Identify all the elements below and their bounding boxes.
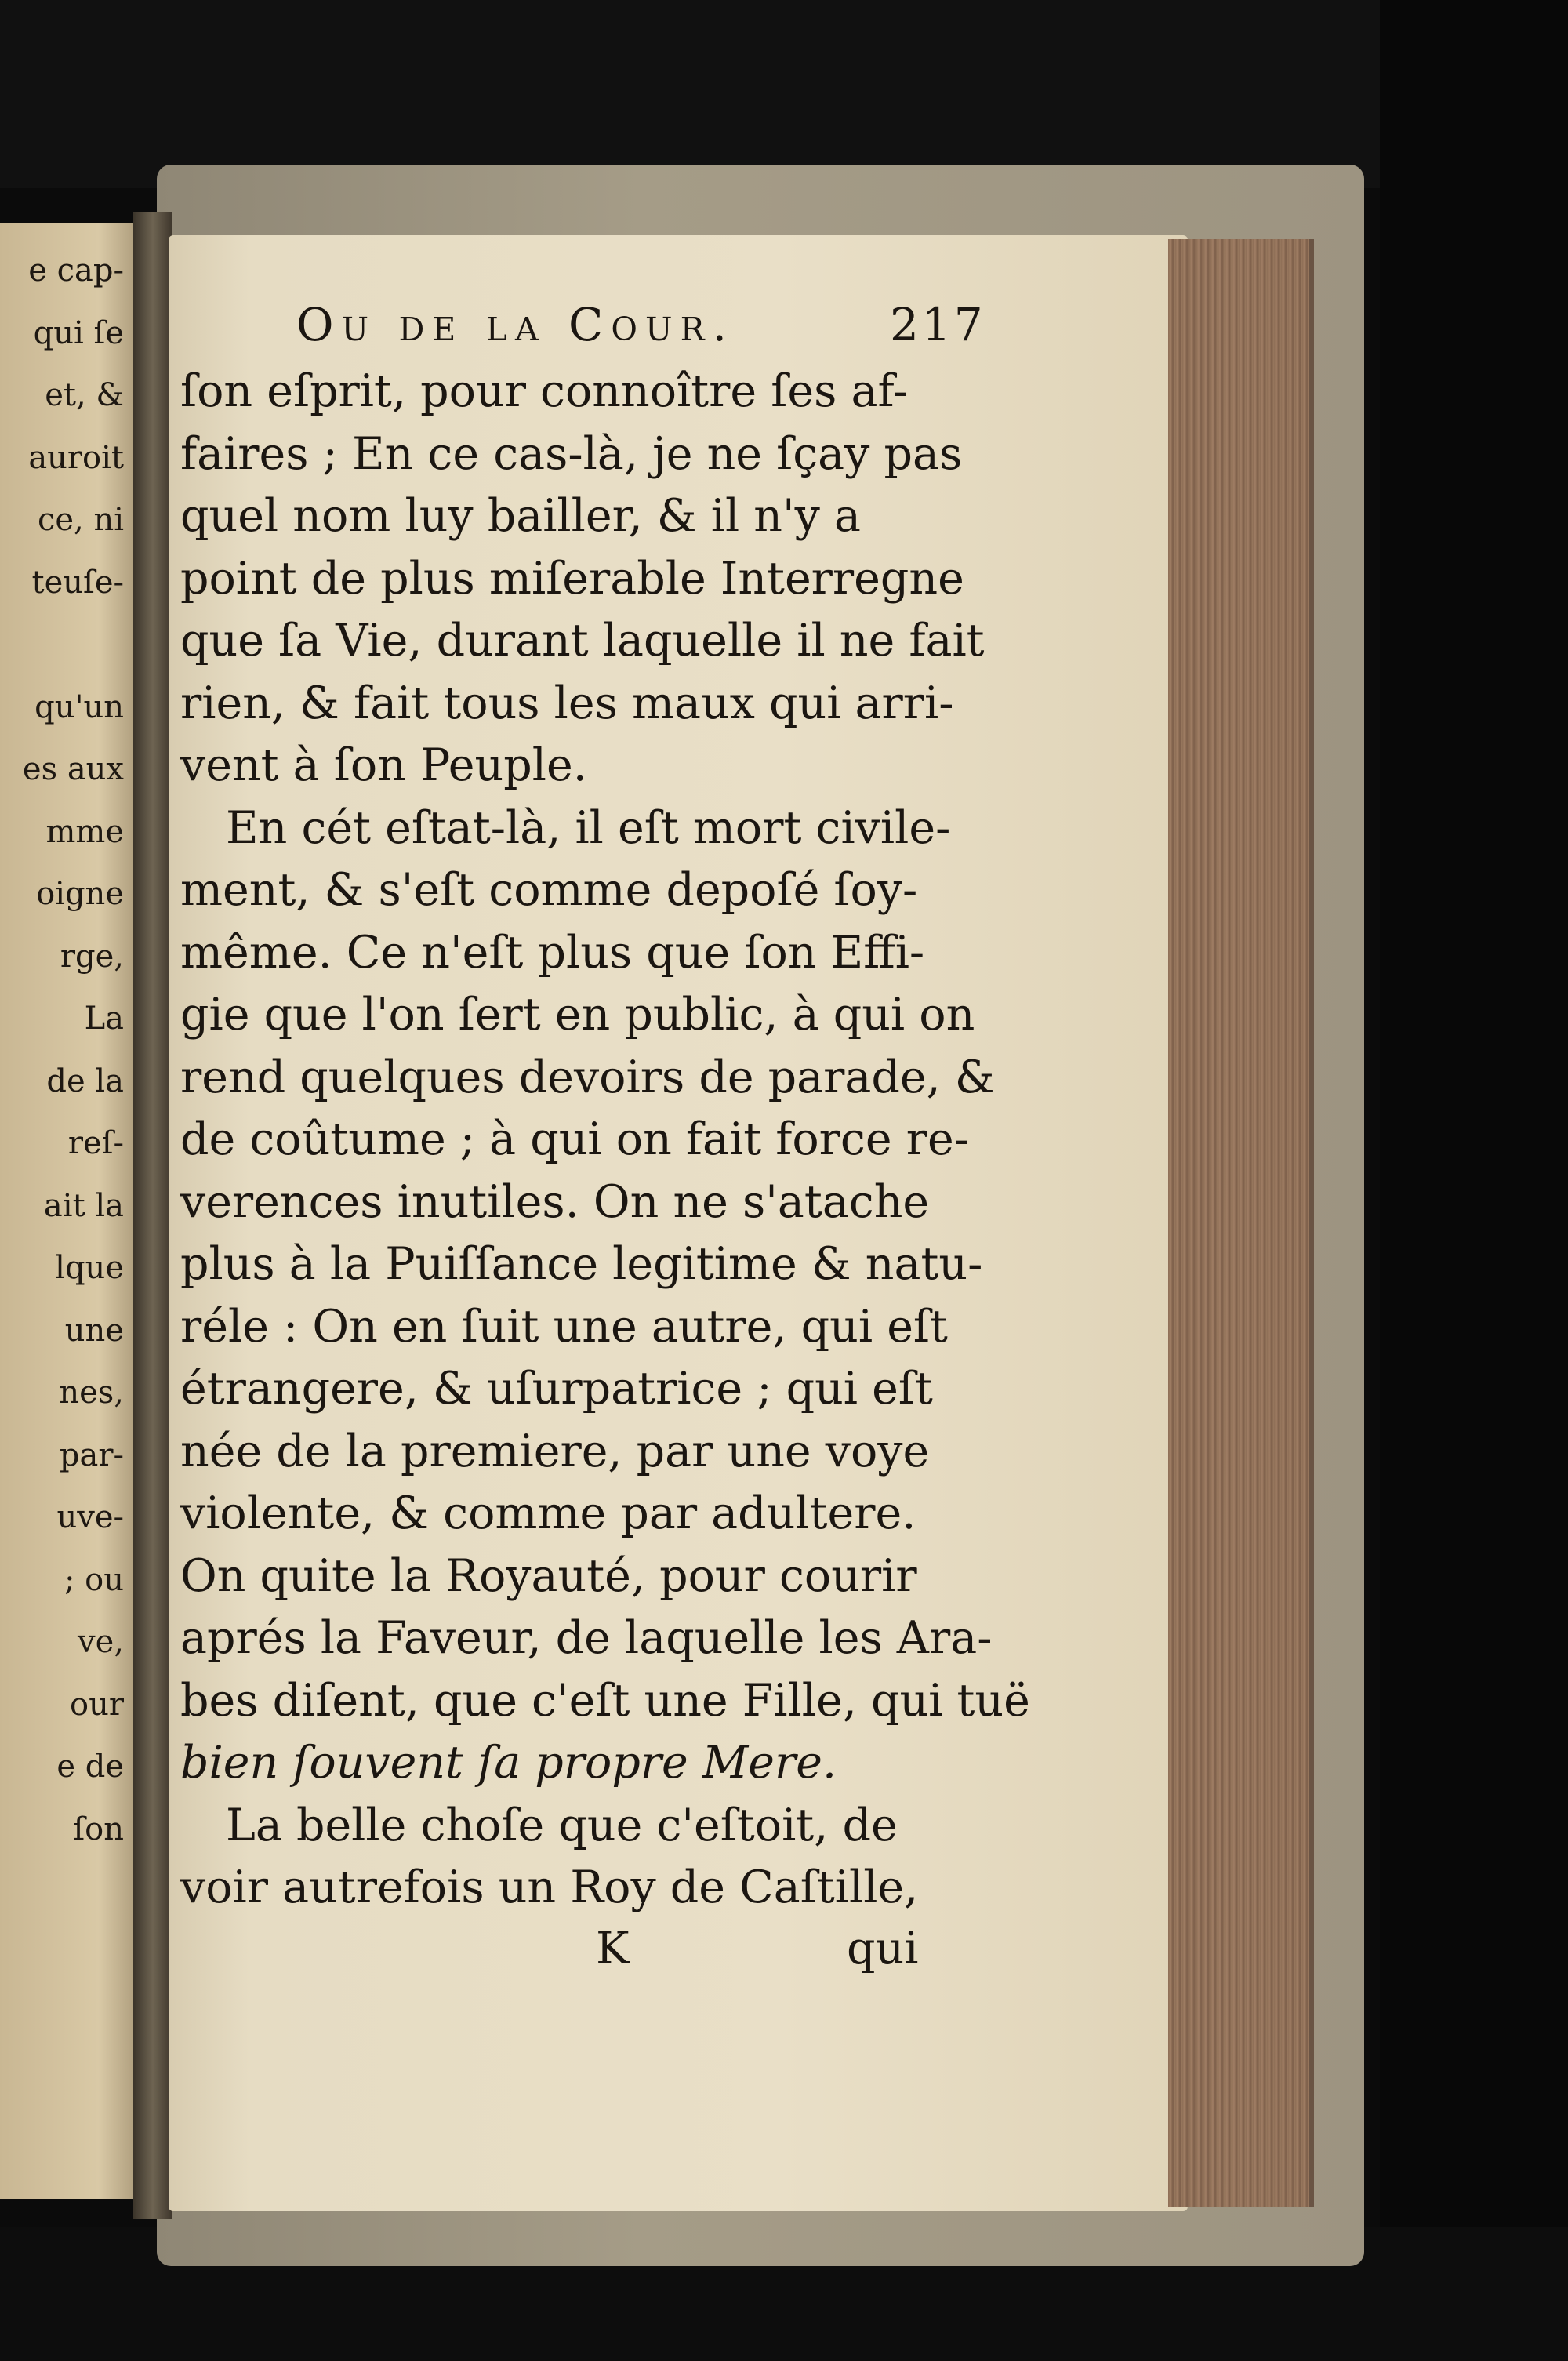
left-page-line: uve- [56, 1499, 124, 1535]
text-line: rend quelques devoirs de parade, & [180, 1051, 995, 1103]
running-head [180, 282, 986, 361]
left-page-line: e de [56, 1749, 124, 1785]
text-line: violente, & comme par adultere. [180, 1487, 916, 1539]
text-line: même. Ce n'eſt plus que ſon Effi- [180, 926, 925, 979]
text-line: ment, & s'eſt comme depoſé ſoy- [180, 864, 918, 916]
text-line: étrangere, & uſurpatrice ; qui eſt [180, 1363, 933, 1415]
text-line: En cét eſtat-là, il eſt mort civile- [226, 801, 951, 854]
left-page-fragment [0, 223, 141, 2199]
page-edges [1168, 239, 1314, 2207]
text-line: verences inutiles. On ne s'atache [180, 1175, 930, 1228]
backdrop-top [0, 0, 1568, 188]
text-line: quel nom luy bailler, & il n'y a [180, 490, 861, 542]
text-line: de coûtume ; à qui on fait force re- [180, 1113, 969, 1165]
text-line: aprés la Faveur, de laquelle les Ara- [180, 1612, 993, 1664]
left-page-line: une [64, 1312, 124, 1349]
text-line: faires ; En ce cas-là, je ne ſçay pas [180, 427, 963, 480]
text-line: plus à la Puiſſance legitime & natu- [180, 1238, 983, 1290]
page-number: 217 [890, 298, 986, 351]
text-line: bien ſouvent ſa propre Mere. [180, 1737, 837, 1789]
body-text [180, 361, 1030, 1920]
text-line: née de la premiere, par une voye [180, 1425, 930, 1477]
left-page-line: teuſe- [31, 564, 124, 601]
left-page-line: ce, ni [37, 502, 124, 538]
left-page-line: ſon [73, 1811, 124, 1847]
left-page-line: lque [55, 1250, 124, 1286]
catchword: qui [847, 1922, 919, 1974]
left-page-line: et, & [45, 377, 124, 413]
left-page-line: qui ſe [33, 314, 124, 351]
text-line: point de plus miſerable Interregne [180, 552, 964, 605]
text-line: que ſa Vie, durant laquelle il ne fait [180, 615, 985, 667]
text-line: On quite la Royauté, pour courir [180, 1549, 917, 1602]
left-page-line: par- [59, 1437, 124, 1473]
left-page-line: nes, [59, 1375, 124, 1411]
text-line: vent à ſon Peuple. [180, 739, 587, 791]
text-line: ſon eſprit, pour connoître ſes af- [180, 365, 908, 417]
text-line: bes diſent, que c'eſt une Fille, qui tuë [180, 1674, 1030, 1727]
left-page-line: es aux [22, 751, 124, 787]
left-page-line: our [70, 1686, 124, 1723]
text-line: La belle choſe que c'eſtoit, de [226, 1799, 898, 1851]
left-page-line: mme [45, 813, 124, 850]
page-footer [180, 1923, 964, 1985]
left-page-line: qu'un [34, 688, 124, 725]
text-line: réle : On en ſuit une autre, qui eſt [180, 1300, 948, 1353]
left-page-line: reſ- [67, 1125, 124, 1161]
left-page-line: oigne [36, 876, 124, 912]
left-page-line: La [84, 1001, 124, 1037]
left-page-line: ; ou [64, 1561, 124, 1598]
left-page-line: auroit [28, 439, 124, 476]
left-page-line: ait la [43, 1187, 124, 1224]
left-page-line: rge, [60, 938, 124, 975]
backdrop-right [1380, 0, 1568, 2361]
running-title: Ou de la Cour. [296, 298, 735, 351]
left-page-line: ve, [78, 1624, 124, 1660]
page-content [180, 282, 1030, 1985]
signature-mark: K [596, 1922, 630, 1974]
left-page-line: e cap- [28, 252, 124, 289]
book-gutter [133, 212, 172, 2219]
text-line: voir autrefois un Roy de Caſtille, [180, 1862, 919, 1913]
left-page-line: de la [46, 1062, 124, 1099]
text-line: rien, & fait tous les maux qui arri- [180, 677, 954, 729]
text-line: gie que l'on ſert en public, à qui on [180, 989, 975, 1041]
